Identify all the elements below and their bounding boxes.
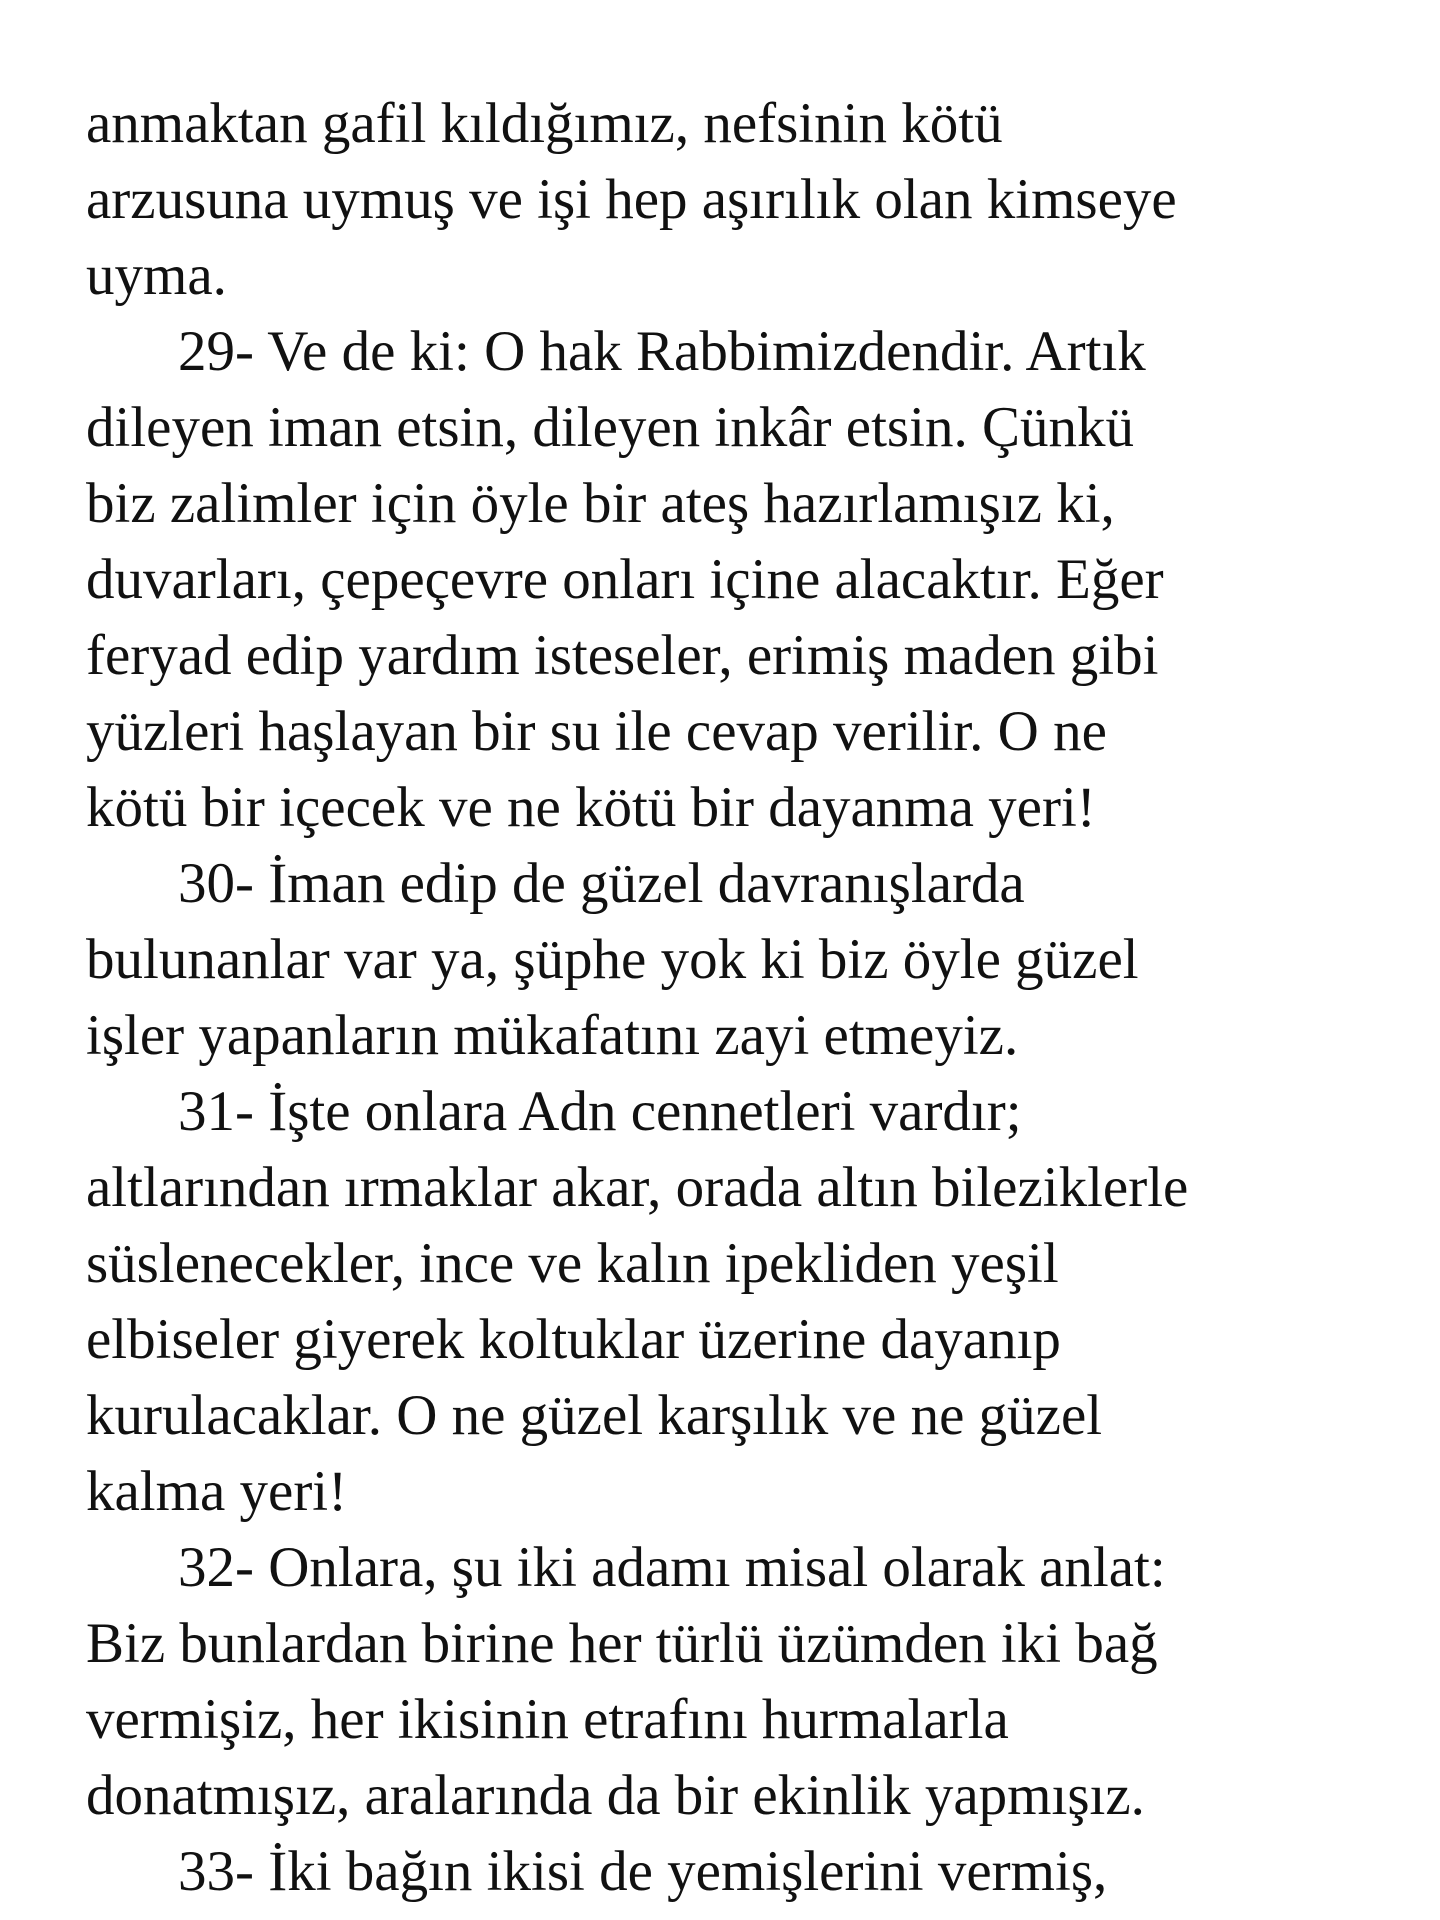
verse-start-line: 32- Onlara, şu iki adamı misal olarak anlat: [178,1536,1166,1599]
text-line: feryad edip yardım isteseler, erimiş maden gibi [86,624,1159,687]
text-line: vermişiz, her ikisinin etrafını hurmalarla [86,1688,1009,1751]
text-line: arzusuna uymuş ve işi hep aşırılık olan kimseye [86,168,1177,231]
text-line: elbiseler giyerek koltuklar üzerine dayanıp [86,1308,1061,1371]
text-line: anmaktan gafil kıldığımız, nefsinin kötü [86,92,1003,155]
text-line: işler yapanların mükafatını zayi etmeyiz. [86,1004,1019,1067]
text-line: kalma yeri! [86,1460,348,1523]
document-page [86,86,1406,1910]
text-line: duvarları, çepeçevre onları içine alacaktır. Eğer [86,548,1164,611]
text-line: bulunanlar var ya, şüphe yok ki biz öyle güzel [86,928,1139,991]
verse-start-line: 30- İman edip de güzel davranışlarda [178,852,1025,915]
text-line: Biz bunlardan birine her türlü üzümden iki bağ [86,1612,1158,1675]
text-line: altlarından ırmaklar akar, orada altın bileziklerle [86,1156,1189,1219]
text-line: uyma. [86,244,227,307]
text-line: yüzleri haşlayan bir su ile cevap verilir. O ne [86,700,1107,763]
text-line: biz zalimler için öyle bir ateş hazırlamışız ki, [86,472,1115,535]
verse-start-line: 29- Ve de ki: O hak Rabbimizdendir. Artık [178,320,1146,383]
text-line: süslenecekler, ince ve kalın ipekliden yeşil [86,1232,1059,1295]
text-line: donatmışız, aralarında da bir ekinlik yapmışız. [86,1764,1145,1827]
text-line: kötü bir içecek ve ne kötü bir dayanma yeri! [86,776,1096,839]
text-line: dileyen iman etsin, dileyen inkâr etsin. Çünkü [86,396,1134,459]
verse-start-line: 33- İki bağın ikisi de yemişlerini vermiş, [178,1840,1108,1903]
text-line: kurulacaklar. O ne güzel karşılık ve ne güzel [86,1384,1103,1447]
verse-start-line: 31- İşte onlara Adn cennetleri vardır; [178,1080,1022,1143]
